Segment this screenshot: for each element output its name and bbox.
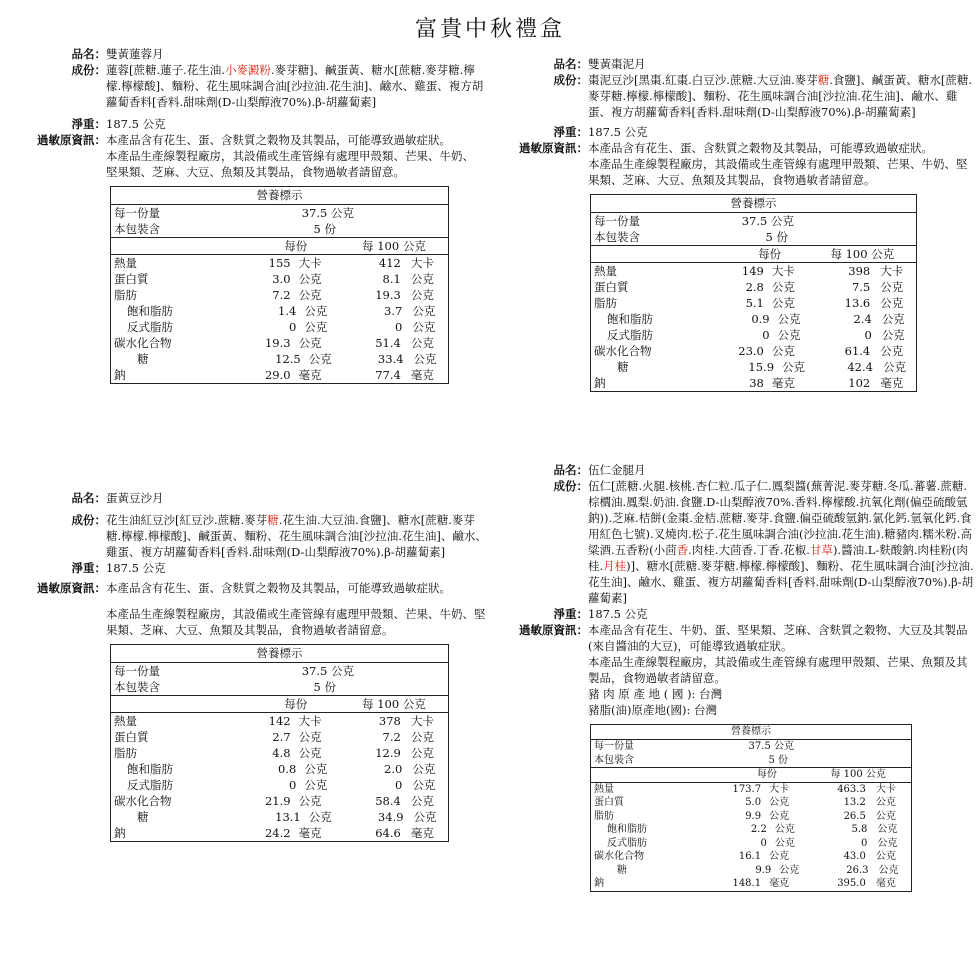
nutrition-row: [591, 359, 916, 375]
nutrition-row: [111, 303, 448, 319]
per-serving-value: 4.8: [272, 746, 291, 760]
per-serving-unit: 公克: [774, 824, 795, 835]
per-100g-value: 102: [848, 376, 871, 390]
nutrient-name: 糖: [617, 360, 629, 374]
per-serving-unit: 公克: [304, 320, 328, 334]
weight-value: 187.5 公克: [106, 561, 166, 575]
per-100g-value: 0: [395, 320, 403, 334]
product-name: 雙黃蓮蓉月: [106, 47, 164, 61]
per-serving-unit: 公克: [298, 730, 322, 744]
nutrient-name: 碳水化合物: [594, 344, 652, 358]
origin-lard: 豬脂(油)原產地(國): 台灣: [588, 703, 717, 717]
nutrition-rows: [591, 783, 911, 891]
nutrition-title: 營養標示: [591, 725, 911, 740]
per-100g-unit: 公克: [875, 797, 896, 808]
per-100g-unit: 公克: [413, 810, 437, 824]
name-label: 品名：: [553, 463, 588, 477]
per-100g-value: 2.0: [384, 762, 403, 776]
nutrient-name: 糖: [617, 864, 627, 876]
per-100g-value: 378: [378, 714, 401, 728]
weight-value: 187.5 公克: [588, 607, 648, 621]
per-serving-value: 0: [760, 837, 767, 849]
per-100g-unit: 公克: [412, 304, 436, 318]
per-serving-value: 12.5: [275, 352, 301, 366]
per-serving-value: 0: [289, 320, 297, 334]
per-serving-value: 13.1: [275, 810, 301, 824]
per-100g-value: 12.9: [375, 746, 401, 760]
per-serving-value: 2.7: [272, 730, 291, 744]
nutrition-title: 營養標示: [591, 195, 916, 213]
product-section: [490, 462, 975, 892]
per-100g-unit: 毫克: [410, 368, 434, 382]
nutrition-row: [591, 343, 916, 359]
name-label: 品名：: [71, 491, 106, 505]
per-100g-unit: 公克: [882, 360, 906, 374]
allergen-label: 過敏原資訊：: [519, 141, 588, 155]
nutrition-row: [111, 271, 448, 287]
per-100g-unit: 大卡: [875, 783, 896, 795]
per-serving-value: 23.0: [738, 344, 764, 358]
nutrient-name: 碳水化合物: [114, 794, 172, 808]
origin-pork: 豬 肉 原 產 地 ( 國 ): 台灣: [588, 687, 723, 701]
ingredients-label: 成份：: [553, 73, 588, 87]
allergen-text: 本產品含有花生、蛋、含麩質之穀物及其製品，可能導致過敏症狀。 本產品生產線製程廠房，其設備或生產管線有處理甲殼類、芒果、牛奶、堅果類、芝麻、大豆、魚類及其製品，食物過敏者請留意。: [106, 581, 486, 637]
nutrition-row: [591, 823, 911, 837]
nutrient-name: 鈉: [594, 376, 606, 390]
ingredients-text: 蓮蓉[蔗糖.蓮子.花生油.小麥澱粉.麥芽糖]、鹹蛋黃、糖水[蔗糖.麥芽糖.檸檬.檸檬酸]、麵粉、花生風味調合油[沙拉油.花生油]、鹼水、雞蛋、複方胡蘿蔔香料[香料.甜味劑(D-山梨醇液70%).β-胡蘿蔔素]: [106, 63, 484, 109]
per-100g-unit: 毫克: [875, 878, 896, 889]
nutrient-name: 鈉: [114, 826, 126, 840]
product-name: 蛋黃豆沙月: [106, 491, 164, 505]
per-serving-unit: 大卡: [769, 783, 790, 795]
per-100g-value: 26.5: [843, 810, 866, 822]
per-100g-value: 58.4: [375, 794, 401, 808]
allergen-label: 過敏原資訊：: [37, 581, 106, 595]
per-serving-unit: 公克: [771, 344, 795, 358]
per-100g-unit: 公克: [410, 272, 434, 286]
weight-label: 淨重：: [71, 561, 106, 575]
per-100g-value: 398: [848, 264, 871, 278]
per-serving-unit: 毫克: [771, 376, 795, 390]
per-100g-unit: 公克: [410, 288, 434, 302]
per-serving-unit: 公克: [769, 851, 790, 862]
weight-label: 淨重：: [553, 125, 588, 139]
per-serving-value: 24.2: [264, 826, 291, 840]
per-100g-value: 64.6: [375, 826, 401, 840]
per-100g-value: 13.2: [843, 797, 866, 808]
per-100g-unit: 公克: [880, 296, 904, 310]
per-100g-value: 463.3: [837, 783, 866, 795]
per-serving-value: 5.0: [745, 797, 762, 808]
nutrition-row: [111, 351, 448, 367]
ingredients-label: 成份：: [71, 63, 106, 77]
product-section: [10, 46, 485, 384]
ingredients-label: 成份：: [553, 479, 588, 493]
per-100g-value: 43.0: [843, 851, 866, 862]
per-serving-unit: 公克: [782, 360, 806, 374]
allergen-text: 本產品含有花生、牛奶、蛋、堅果類、芝麻、含麩質之穀物、大豆及其製品(來自醬油的大豆)，可能導致過敏症狀。 本產品生產線製程廠房，其設備或生產管線有處理甲殼類、芒果、魚類及其製品，食物過敏者請留意。 豬 肉 原 產 地 ( 國 ): 台灣 豬脂(油)原產地(國): 台灣: [588, 622, 975, 718]
per-serving-unit: 公克: [298, 336, 322, 350]
per-serving-value: 29.0: [264, 368, 291, 382]
per-serving-value: 0: [762, 328, 770, 342]
per-100g-value: 77.4: [375, 368, 401, 382]
per-serving-value: 149: [741, 264, 764, 278]
nutrition-table: 營養標示 每一份量 37.5 公克 本包裝含 5 份 每份 每 100 公克 熱量 149 大卡 398 大卡 蛋白質 2.8 公克 7.5 公克 脂肪 5.1 公克 13.6 公克 飽和脂肪 0.9 公克 2.4 公克 反式脂肪 0 公克 0 公克 碳水化合物 23.0 公克 61.4 公克 糖 15.9 公克 42.4 公克 鈉 38 毫克 102 毫克: [590, 194, 917, 392]
per-100g-unit: 公克: [410, 794, 434, 808]
per-serving-value: 7.2: [272, 288, 291, 302]
per-100g-value: 395.0: [837, 878, 866, 889]
per-serving-unit: 公克: [304, 762, 328, 776]
nutrition-table: 營養標示 每一份量 37.5 公克 本包裝含 5 份 每份 每 100 公克 熱量 173.7 大卡 463.3 大卡 蛋白質 5.0 公克 13.2 公克 脂肪 9.9 公克 26.5 公克 飽和脂肪 2.2 公克 5.8 公克 反式脂肪 0 公克 0 公克 碳水化合物 16.1 公克 43.0 公克 糖 9.9 公克 26.3 公克 鈉 148.1 毫克 395.0 毫克: [590, 724, 912, 892]
per-serving-unit: 公克: [298, 794, 322, 808]
per-serving-value: 3.0: [272, 272, 291, 286]
per-serving-unit: 公克: [769, 797, 790, 808]
nutrient-name: 反式脂肪: [607, 328, 653, 342]
per-100g-value: 3.7: [384, 304, 403, 318]
nutrition-rows: [591, 263, 916, 391]
nutrition-title: 營養標示: [111, 645, 448, 663]
per-100g-value: 26.3: [846, 864, 869, 876]
per-serving-unit: 公克: [304, 778, 328, 792]
per-serving-unit: 公克: [774, 837, 795, 849]
nutrition-row: [111, 793, 448, 809]
per-serving-unit: 公克: [769, 810, 790, 822]
per-serving-unit: 大卡: [771, 264, 795, 278]
nutrition-row: [591, 796, 911, 810]
product-name: 雙黃棗泥月: [588, 57, 646, 71]
allergen-text: 本產品含有花生、蛋、含麩質之穀物及其製品，可能導致過敏症狀。 本產品生產線製程廠房，其設備或生產管線有處理甲殼類、芒果、牛奶、堅果類、芝麻、大豆、魚類及其製品，食物過敏者請留意。: [588, 141, 968, 187]
per-100g-value: 7.5: [851, 280, 871, 294]
per-serving-value: 0: [289, 778, 297, 792]
nutrient-name: 蛋白質: [114, 730, 149, 744]
nutrient-name: 蛋白質: [594, 797, 624, 808]
per-serving-unit: 公克: [308, 810, 332, 824]
ingredients-text: 伍仁[蔗糖.火腿.核桃.杏仁粒.瓜子仁.鳳梨醬(蕪菁泥.麥芽糖.冬瓜.蕃薯.蔗糖.棕櫚油.鳳梨.奶油.食鹽.D-山梨醇液70%.香料.檸檬酸.抗氧化劑(偏亞硫酸氫鈉)).芝麻.桔餅(金棗.金桔.蔗糖.麥芽.食鹽.偏亞硫酸氫鈉.氯化鈣.氫氧化鈣.食用紅色七號).叉燒肉.松子.花生風味調合油(沙拉油.花生油).糖豬肉.糯米粉.高粱酒.五香粉(小茴香.肉桂.大茴香.丁香.花椒.甘草).醬油.L-麩酸鈉.肉桂粉(肉桂.月桂)]、糖水[蔗糖.麥芽糖.檸檬.檸檬酸]、麵粉、花生風味調合油[沙拉油.花生油]、鹼水、雞蛋、複方胡蘿蔔香料[香料.甜味劑(D-山梨醇液70%).β-胡蘿蔔素]: [588, 479, 974, 605]
nutrient-name: 反式脂肪: [127, 320, 173, 334]
per-serving-value: 5.1: [745, 296, 764, 310]
per-100g-unit: 公克: [412, 778, 436, 792]
per-100g-unit: 公克: [412, 762, 436, 776]
ingredients-text: 棗泥豆沙[黑棗.紅棗.白豆沙.蔗糖.大豆油.麥芽糖.食鹽]、鹹蛋黃、糖水[蔗糖.麥芽糖.檸檬.檸檬酸]、麵粉、花生風味調合油[沙拉油.花生油]、鹼水、雞蛋、複方胡蘿蔔香料[香料.甜味劑(D-山梨醇液70%).β-胡蘿蔔素]: [588, 73, 973, 119]
name-label: 品名：: [71, 47, 106, 61]
per-serving-value: 173.7: [732, 783, 762, 795]
per-serving-unit: 公克: [771, 280, 795, 294]
nutrition-table: 營養標示 每一份量 37.5 公克 本包裝含 5 份 每份 每 100 公克 熱量 142 大卡 378 大卡 蛋白質 2.7 公克 7.2 公克 脂肪 4.8 公克 12.9 公克 飽和脂肪 0.8 公克 2.0 公克 反式脂肪 0 公克 0 公克 碳水化合物 21.9 公克 58.4 公克 糖 13.1 公克 34.9 公克 鈉 24.2 毫克 64.6 毫克: [110, 644, 449, 842]
nutrient-name: 鈉: [594, 878, 604, 889]
product-section: [490, 56, 975, 392]
per-serving-unit: 大卡: [298, 256, 322, 270]
nutrient-name: 脂肪: [114, 288, 137, 302]
per-100g-unit: 公克: [877, 837, 898, 849]
page-title: 富貴中秋禮盒: [414, 17, 565, 42]
per-100g-unit: 大卡: [410, 256, 434, 270]
nutrition-row: [591, 877, 911, 891]
nutrition-row: [111, 745, 448, 761]
per-serving-value: 142: [268, 714, 291, 728]
nutrient-name: 反式脂肪: [607, 837, 647, 849]
name-label: 品名：: [553, 57, 588, 71]
per-serving-unit: 公克: [298, 746, 322, 760]
nutrition-row: [591, 375, 916, 391]
ingredients-text: 花生油紅豆沙[紅豆沙.蔗糖.麥芽糖.花生油.大豆油.食鹽]、糖水[蔗糖.麥芽糖.檸檬.檸檬酸]、鹹蛋黃、麵粉、花生風味調合油[沙拉油.花生油]、鹼水、雞蛋、複方胡蘿蔔香料[香料.甜味劑(D-山梨醇液70%).β-胡蘿蔔素]: [106, 513, 487, 559]
per-serving-unit: 毫克: [769, 878, 790, 889]
nutrition-row: [591, 295, 916, 311]
nutrition-row: [591, 327, 916, 343]
per-100g-unit: 大卡: [880, 264, 904, 278]
nutrition-row: [591, 311, 916, 327]
per-100g-value: 8.1: [382, 272, 401, 286]
nutrient-name: 飽和脂肪: [127, 304, 173, 318]
nutrition-row: [111, 825, 448, 841]
nutrition-table: 營養標示 每一份量 37.5 公克 本包裝含 5 份 每份 每 100 公克 熱量 155 大卡 412 大卡 蛋白質 3.0 公克 8.1 公克 脂肪 7.2 公克 19.3 公克 飽和脂肪 1.4 公克 3.7 公克 反式脂肪 0 公克 0 公克 碳水化合物 19.3 公克 51.4 公克 糖 12.5 公克 33.4 公克 鈉 29.0 毫克 77.4 毫克: [110, 186, 449, 384]
per-serving-unit: 毫克: [298, 368, 322, 382]
nutrient-name: 糖: [137, 352, 149, 366]
per-serving-value: 148.1: [732, 878, 762, 889]
per-100g-unit: 公克: [410, 730, 434, 744]
nutrition-row: [591, 864, 911, 878]
nutrition-row: [111, 713, 448, 729]
nutrient-name: 脂肪: [594, 296, 617, 310]
nutrient-name: 熱量: [114, 256, 137, 270]
per-serving-value: 9.9: [745, 810, 762, 822]
allergen-label: 過敏原資訊：: [37, 133, 106, 147]
nutrient-name: 飽和脂肪: [607, 312, 653, 326]
per-100g-unit: 公克: [880, 344, 904, 358]
nutrient-name: 碳水化合物: [114, 336, 172, 350]
per-100g-value: 33.4: [377, 352, 404, 366]
nutrition-row: [111, 761, 448, 777]
nutrient-name: 脂肪: [594, 810, 614, 822]
per-serving-unit: 公克: [298, 272, 322, 286]
per-serving-value: 15.9: [748, 360, 775, 374]
ingredients-label: 成份：: [71, 513, 106, 527]
per-serving-value: 2.8: [745, 280, 764, 294]
nutrition-row: [111, 287, 448, 303]
per-100g-unit: 公克: [881, 328, 905, 342]
nutrient-name: 碳水化合物: [594, 851, 644, 862]
per-serving-unit: 公克: [304, 304, 328, 318]
per-100g-unit: 公克: [877, 824, 898, 835]
nutrient-name: 飽和脂肪: [607, 824, 647, 835]
nutrient-name: 脂肪: [114, 746, 137, 760]
per-100g-unit: 公克: [410, 336, 434, 350]
weight-value: 187.5 公克: [588, 125, 648, 139]
per-serving-unit: 大卡: [298, 714, 322, 728]
product-section: [10, 490, 490, 842]
nutrient-name: 反式脂肪: [127, 778, 173, 792]
per-serving-value: 21.9: [264, 794, 291, 808]
per-serving-unit: 公克: [777, 328, 801, 342]
per-100g-unit: 公克: [880, 280, 904, 294]
per-100g-value: 61.4: [844, 344, 871, 358]
nutrient-name: 熱量: [594, 264, 617, 278]
per-100g-unit: 公克: [875, 810, 896, 822]
per-serving-unit: 公克: [779, 864, 800, 876]
nutrition-row: [111, 809, 448, 825]
per-serving-value: 9.9: [755, 864, 772, 876]
nutrition-row: [591, 850, 911, 864]
per-serving-value: 0.9: [751, 312, 770, 326]
nutrient-name: 鈉: [114, 368, 126, 382]
per-100g-unit: 大卡: [410, 714, 434, 728]
per-100g-value: 5.8: [851, 824, 868, 835]
nutrition-row: [111, 367, 448, 383]
per-serving-value: 155: [268, 256, 291, 270]
nutrition-row: [111, 777, 448, 793]
weight-label: 淨重：: [71, 117, 106, 131]
per-100g-value: 34.9: [377, 810, 404, 824]
per-serving-value: 1.4: [278, 304, 297, 318]
per-100g-unit: 公克: [412, 320, 436, 334]
per-100g-unit: 公克: [875, 851, 896, 862]
nutrition-row: [111, 255, 448, 271]
per-serving-value: 2.2: [750, 824, 767, 835]
nutrient-name: 糖: [137, 810, 149, 824]
nutrition-title: 營養標示: [111, 187, 448, 205]
weight-value: 187.5 公克: [106, 117, 166, 131]
nutrition-row: [111, 319, 448, 335]
per-100g-value: 42.4: [847, 360, 873, 374]
per-100g-unit: 公克: [413, 352, 437, 366]
per-100g-value: 2.4: [853, 312, 872, 326]
per-100g-unit: 公克: [881, 312, 905, 326]
per-100g-value: 13.6: [844, 296, 871, 310]
nutrition-row: [591, 837, 911, 851]
nutrient-name: 蛋白質: [114, 272, 149, 286]
per-serving-unit: 公克: [777, 312, 801, 326]
per-100g-unit: 公克: [878, 864, 899, 876]
per-100g-value: 51.4: [375, 336, 401, 350]
per-100g-value: 19.3: [375, 288, 401, 302]
per-100g-value: 0: [860, 837, 868, 849]
allergen-label: 過敏原資訊：: [519, 623, 588, 637]
nutrient-name: 熱量: [114, 714, 137, 728]
per-100g-unit: 毫克: [410, 826, 434, 840]
weight-label: 淨重：: [553, 607, 588, 621]
product-name: 伍仁金腿月: [588, 463, 646, 477]
nutrition-rows: [111, 255, 448, 383]
nutrient-name: 飽和脂肪: [127, 762, 173, 776]
per-100g-value: 412: [378, 256, 401, 270]
per-serving-unit: 公克: [298, 288, 322, 302]
nutrition-row: [111, 729, 448, 745]
per-serving-value: 38: [749, 376, 764, 390]
nutrition-row: [111, 335, 448, 351]
per-serving-value: 0.8: [278, 762, 297, 776]
nutrient-name: 熱量: [594, 783, 614, 795]
per-100g-unit: 公克: [410, 746, 434, 760]
nutrition-row: [591, 263, 916, 279]
per-100g-value: 0: [864, 328, 872, 342]
per-serving-value: 19.3: [264, 336, 291, 350]
per-serving-value: 16.1: [738, 851, 762, 862]
nutrition-rows: [111, 713, 448, 841]
nutrient-name: 蛋白質: [594, 280, 629, 294]
allergen-text: 本產品含有花生、蛋、含麩質之穀物及其製品，可能導致過敏症狀。 本產品生產線製程廠房，其設備或生產管線有處理甲殼類、芒果、牛奶、堅果類、芝麻、大豆、魚類及其製品，食物過敏者請留意。: [106, 133, 474, 179]
per-100g-unit: 毫克: [880, 376, 904, 390]
per-serving-unit: 公克: [771, 296, 795, 310]
per-serving-unit: 公克: [308, 352, 332, 366]
per-serving-unit: 毫克: [298, 826, 322, 840]
per-100g-value: 0: [395, 778, 403, 792]
nutrition-row: [591, 810, 911, 824]
nutrition-row: [591, 783, 911, 797]
per-100g-value: 7.2: [382, 730, 401, 744]
nutrition-row: [591, 279, 916, 295]
